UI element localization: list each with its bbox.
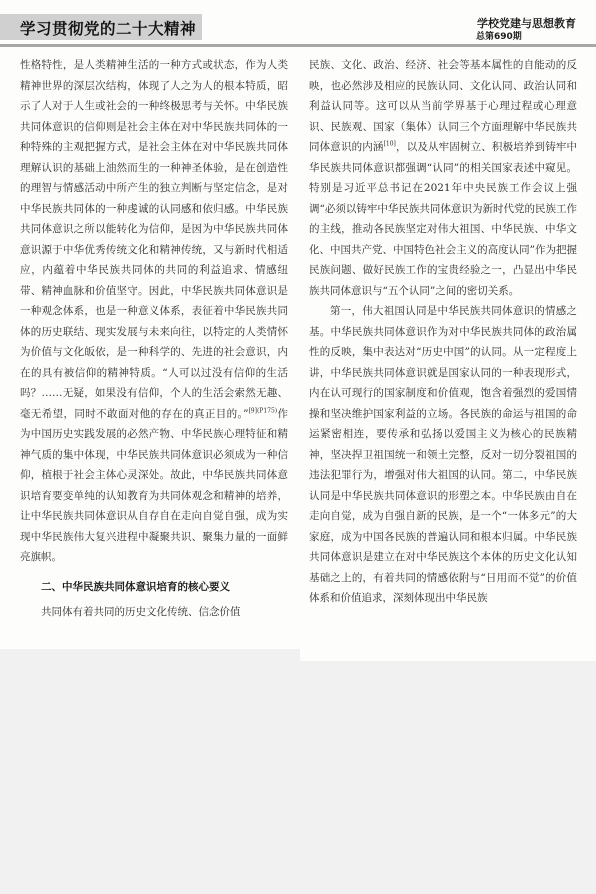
paragraph <box>309 55 577 301</box>
paragraph <box>20 55 288 568</box>
section-banner <box>0 14 202 40</box>
left-column <box>20 55 288 623</box>
right-column <box>309 55 577 609</box>
section-heading: 二、中华民族共同体意识培育的核心要义 <box>41 580 230 593</box>
citation: [10] <box>383 140 396 148</box>
paragraph-text: 作为中国历史实践发展的必然产物、中华民族心理特征和精神气质的集中体现，中华民族共同体意识必须成为一种信仰，植根于社会主体心灵深处。故此，中华民族共同体意识培育要变单纯的认知教育为共同体观念和精神的培养，让中华民族共同体意识从自存自在走向自觉自强，成为实现中华民族伟大复兴进程中凝聚共识、聚集力量的一面鲜亮旗帜。 <box>20 407 288 563</box>
journal-name: 学校党建与思想教育 <box>477 17 576 30</box>
citation: [9](P175) <box>248 407 278 414</box>
paragraph-text: ，以及从牢固树立、积极培养到铸牢中华民族共同体意识都强调“认同”的相关国家表述中窥见。特别是习近平总书记在2021年中央民族工作会议上强调“必须以铸牢中华民族共同体意识为新时代党的民族工作的主线，推动各民族坚定对伟大祖国、中华民族、中华文化、中国共产党、中国特色社会主义的高度认同”作为把握民族问题、做好民族工作的宝贵经验之一，凸显出中华民族共同体意识与“五个认同”之间的密切关系。 <box>309 141 578 297</box>
header-rule <box>0 44 596 47</box>
issue-number: 总第690期 <box>476 32 522 42</box>
paragraph: 第一，伟大祖国认同是中华民族共同体意识的情感之基。中华民族共同体意识作为对中华民族共同体的政治属性的反映，集中表达对“历史中国”的认同。从一定程度上讲，中华民族共同体意识就是国家认同的一种表现形式，内在认可现行的国家制度和价值观，饱含着强烈的爱国情操和坚决维护国家利益的立场。各民族的命运与祖国的命运紧密相连，要传承和弘扬以爱国主义为核心的民族精神，坚决捍卫祖国统一和领土完整，反对一切分裂祖国的违法犯罪行为，增强对伟大祖国的认同。第二，中华民族认同是中华民族共同体意识的形塑之本。中华民族由自在走向自觉，成为自强自新的民族，是一个“一体多元”的大家庭，成为中国各民族的普遍认同和根本归属。中华民族共同体意识是建立在对中华民族这个本体的历史文化认知基础之上的，有着共同的情感依附与“日用而不觉”的价值体系和价值追求，深刻体现出中华民族 <box>309 305 577 604</box>
paragraph-text: 性格特性，是人类精神生活的一种方式或状态，作为人类精神世界的深层次结构，体现了人之为人的根本特质，昭示了人对于人生或社会的一种终极思考与关怀。中华民族共同体意识的信仰则是社会主体在对中华民族共同体的一种特殊的主观把握方式，是社会主体在对中华民族共同体理解认识的基础上油然而生的一种神圣体验，是在创造性的理智与情感活动中所产生的独立判断与坚定信念，是对中华民族共同体的一种虔诚的认同感和依归感。中华民族共同体意识之所以能转化为信仰，是因为中华民族共同体意识源于中华优秀传统文化和精神传统，又与新时代相适应，内蕴着中华民族共同体的共同的利益追求、情感纽带、精神血脉和价值坚守。因此，中华民族共同体意识是一种观念体系，也是一种意义体系，表征着中华民族共同体的历史联结、现实发展与未来向往，以特定的人类情怀为价值与文化皈依，是一种科学的、先进的社会意识，内在的具有被信仰的精神特质。“人可以过没有信仰的生活吗？……无疑，如果没有信仰，个人的生活会索然无趣、毫无希望，同时不敢面对他的存在的真正目的。” <box>20 59 288 420</box>
occlusion-strip <box>0 649 300 661</box>
paragraph-text: 民族、文化、政治、经济、社会等基本属性的自能动的反映，也必然涉及相应的民族认同、文化认同、政治认同和利益认同等。这可以从当前学界基于心理过程或心理意识、民族观、国家（集体）认同三个方面理解中华民族共同体意识的内涵 <box>309 59 577 153</box>
section-banner-title: 学习贯彻党的二十大精神 <box>20 20 197 38</box>
occlusion-overlay <box>0 661 596 894</box>
paragraph: 共同体有着共同的历史文化传统、信念价值 <box>41 606 241 618</box>
